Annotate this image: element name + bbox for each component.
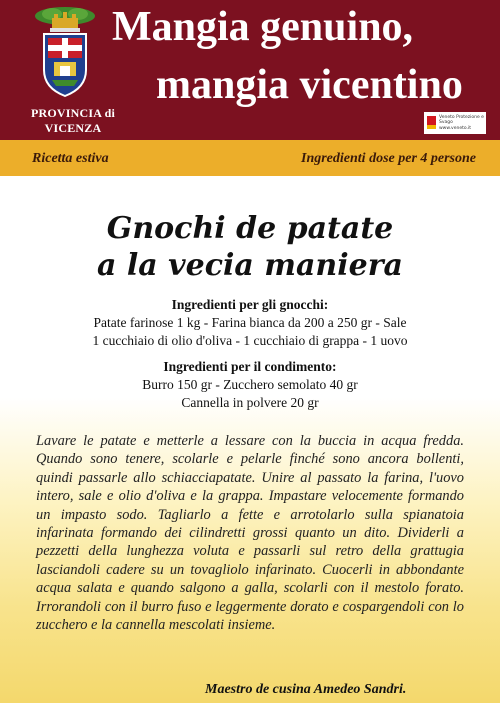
subheader-band <box>0 140 500 176</box>
gnocchi-ingredients-line-1: Patate farinose 1 kg - Farina bianca da 200 a 250 gr - Sale <box>93 315 407 330</box>
title-line-2: mangia vicentino <box>156 62 463 108</box>
recipe-title <box>0 210 500 284</box>
sauce-ingredients-line-2: Cannella in polvere 20 gr <box>181 395 319 410</box>
recipe-title-line-1: Gnochi de patate <box>106 211 394 246</box>
header <box>0 0 500 140</box>
title-line-1: Mangia genuino, <box>112 4 414 50</box>
province-crest-icon <box>30 4 100 102</box>
veneto-mark-icon <box>427 116 436 125</box>
chef-signature: Maestro de cusina Amedeo Sandri. <box>205 682 407 697</box>
sauce-ingredients-line-1: Burro 150 gr - Zucchero semolato 40 gr <box>142 377 358 392</box>
recipe-content <box>0 176 500 703</box>
recipe-title-line-2: a la vecia maniera <box>97 248 403 283</box>
veneto-logo <box>424 112 486 134</box>
veneto-logo-url: www.veneto.it <box>439 126 471 131</box>
recipe-season: Ricetta estiva <box>32 151 109 166</box>
servings-note: Ingredienti dose per 4 persone <box>301 151 476 166</box>
sauce-ingredients-heading: Ingredienti per il condimento: <box>163 359 337 374</box>
sauce-ingredients <box>0 358 500 412</box>
recipe-instructions: Lavare le patate e metterle a lessare con la buccia in acqua fredda. Quando sono tenere, scolarle e pelarle finché sono ancora bollenti, quindi passarle allo schiacciapatate. Unire al passato la farina, l'uovo intero, sale e olio d'oliva e la grappa. Impastare velocemente formando un impasto sodo. Tagliarlo a fette e arrotolarlo sulla spianatoia infarinata formando dei cilindretti grossi quanto un dito. Dividerli a pezzetti della lunghezza voluta e passarli sul retro della grattugia lasciandoli cadere su un tovagliolo infarinato. Cuocerli in abbondante acqua salata e quando salgono a galla, scolarli con il mestolo forato. Irrorandoli con il burro fuso e leggermente dorato e cospargendoli con lo zucchero e la cannella mescolati insieme. <box>36 433 464 634</box>
veneto-logo-text: Veneto Protezione e Svago <box>439 115 484 125</box>
gnocchi-ingredients-line-2: 1 cucchiaio di olio d'oliva - 1 cucchiaio di grappa - 1 uovo <box>92 333 408 348</box>
province-label: PROVINCIA di VICENZA <box>30 106 116 135</box>
gnocchi-ingredients-heading: Ingredienti per gli gnocchi: <box>171 297 329 312</box>
gnocchi-ingredients <box>0 296 500 350</box>
